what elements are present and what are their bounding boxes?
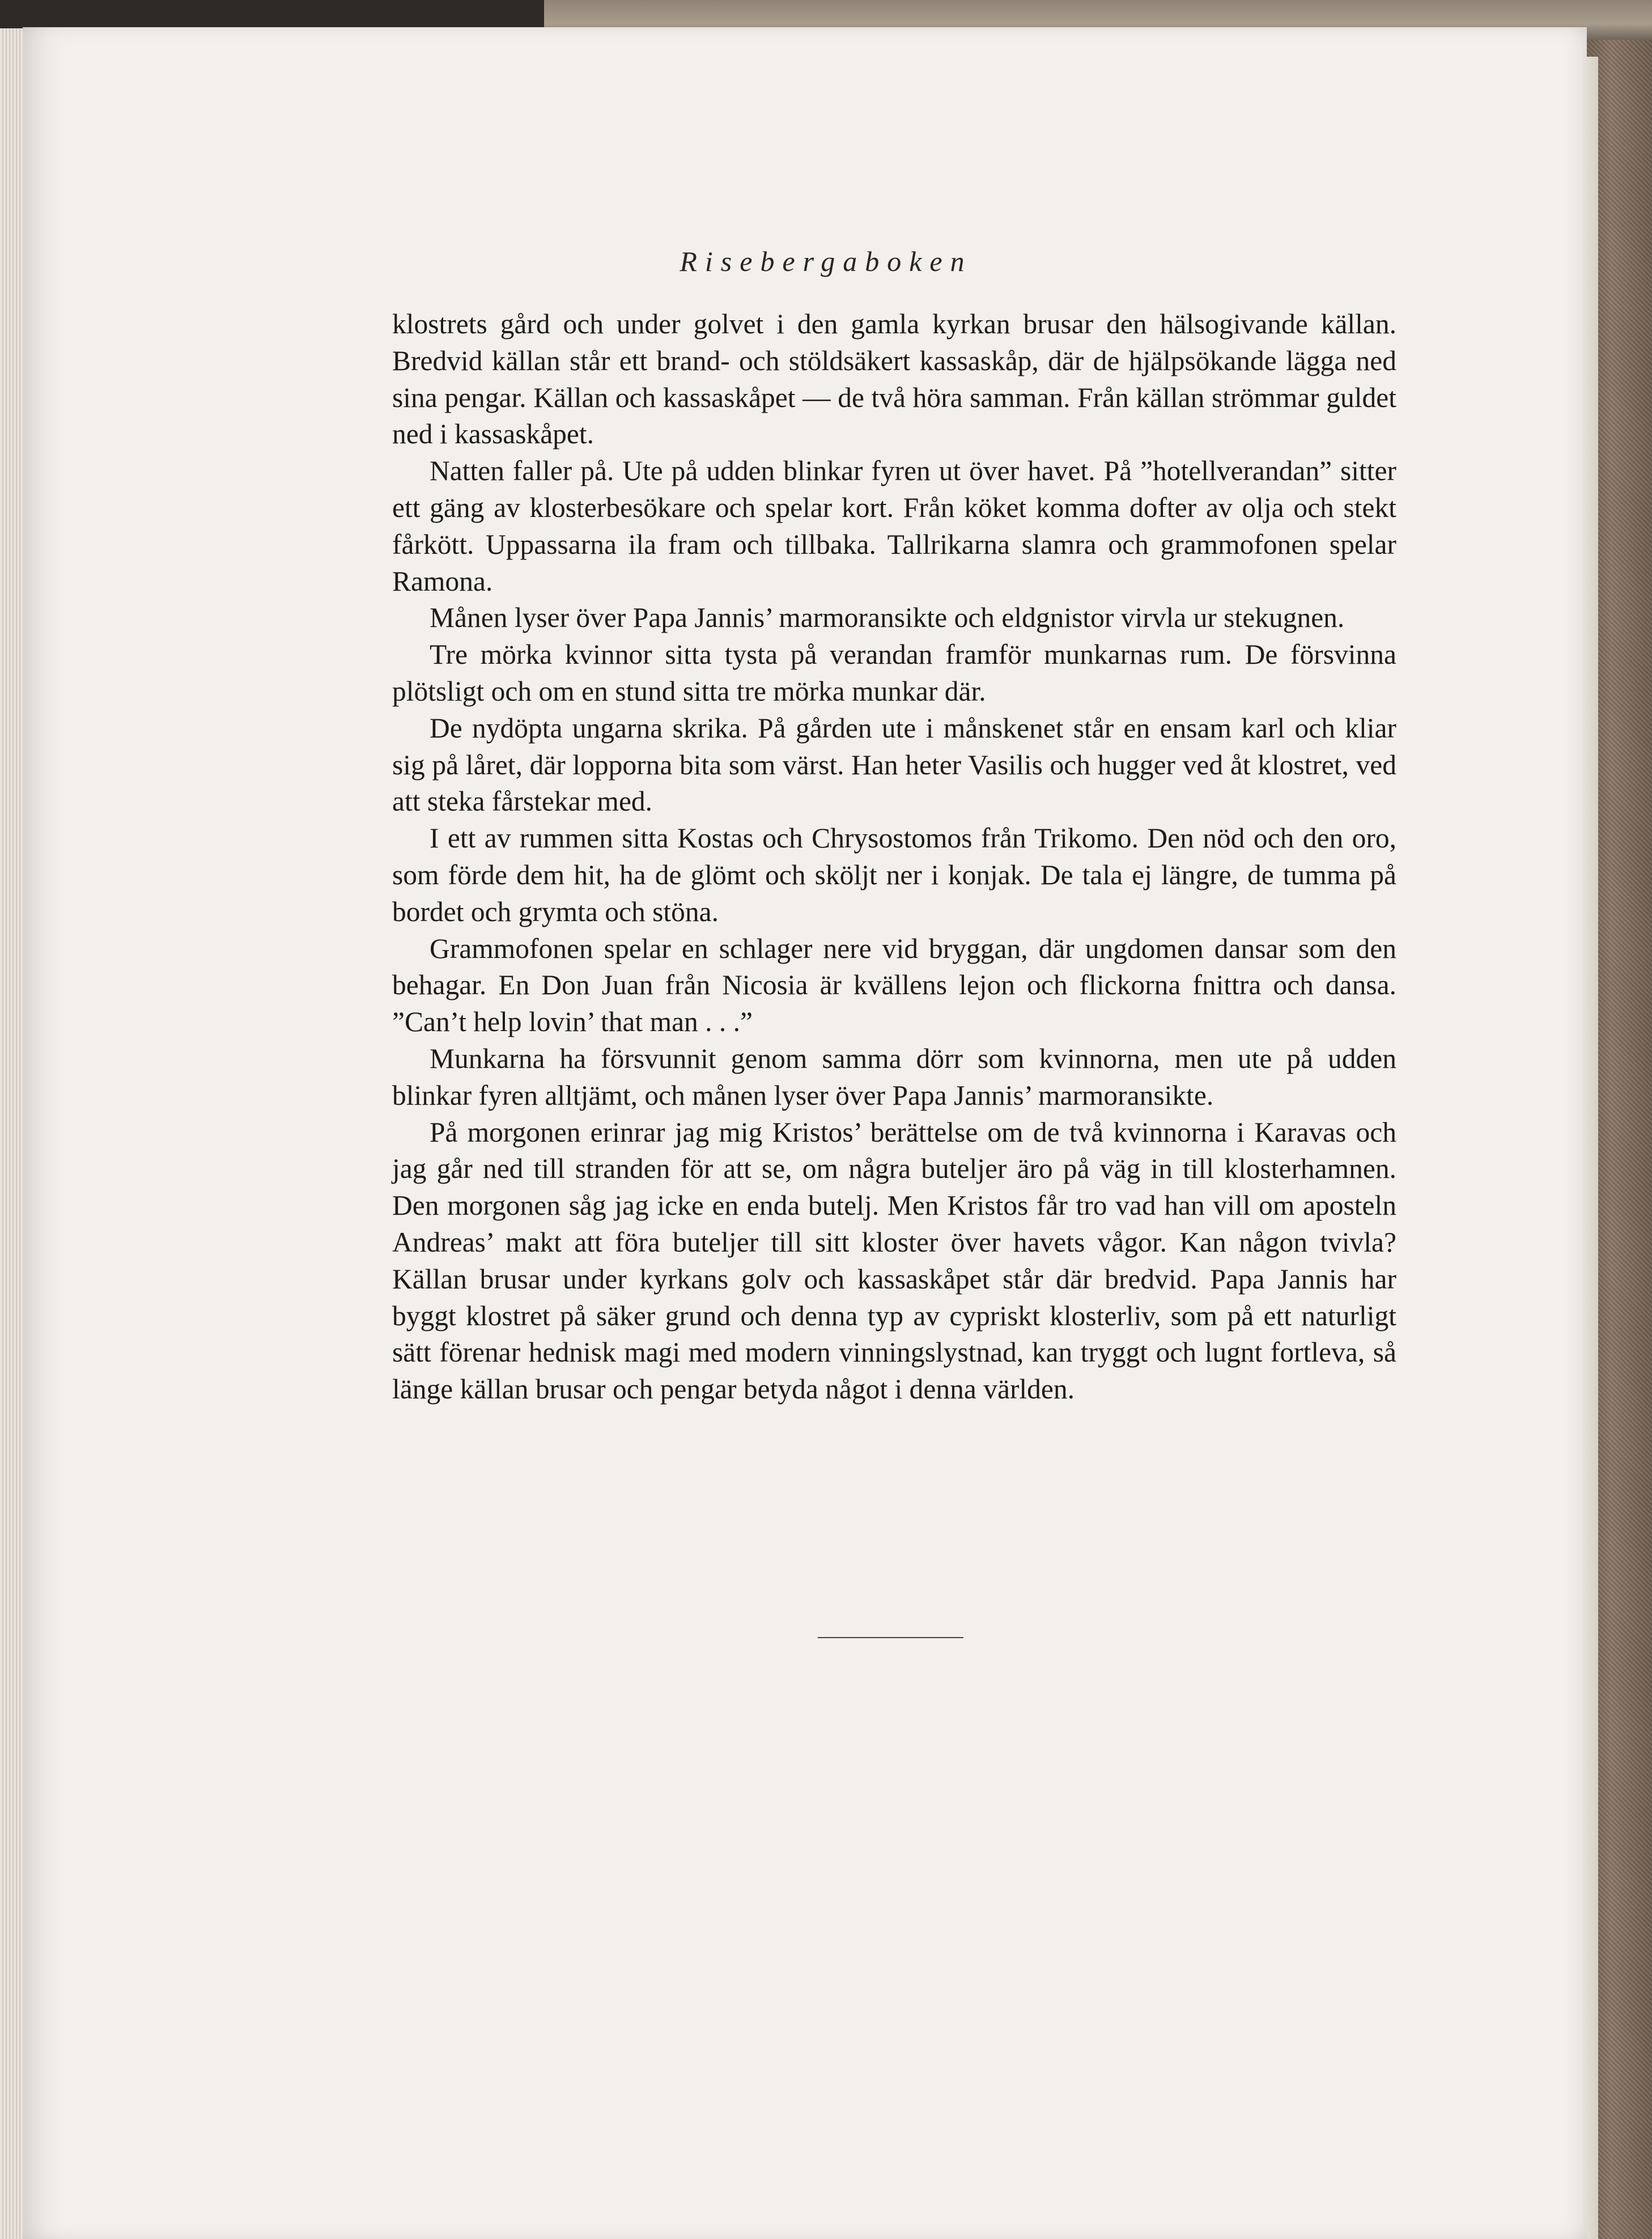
paragraph: De nydöpta ungarna skrika. På gården ute i månskenet står en ensam karl och kliar sig på låret, där lopporna bita som värst. Han heter Vasilis och hugger ved åt klostret, ved att steka fårstekar med. [392,712,1396,817]
section-end-rule [818,1637,963,1638]
paragraph: Grammofonen spelar en schlager nere vid bryggan, där ungdomen dansar som den behagar. En Don Juan från Nicosia är kvällens lejon och flickorna fnittra och dansa. ”Can’t help lovin’ that man . . .” [392,932,1396,1038]
paragraph: Munkarna ha försvunnit genom samma dörr som kvinnorna, men ute på udden blinkar fyren alltjämt, och månen lyser över Papa Jannis’ marmoransikte. [392,1042,1396,1111]
paragraph: Tre mörka kvinnor sitta tysta på verandan framför munkarnas rum. De försvinna plötsligt och om en stund sitta tre mörka munkar där. [392,639,1396,707]
running-head: Risebergaboken [680,245,972,277]
paragraph: Natten faller på. Ute på udden blinkar fyren ut över havet. På ”hotellverandan” sitter ett gäng av klosterbesökare och spelar kort. Från köket komma dofter av olja och stekt fårkött. Uppassarna ila fram och tillbaka. Tallrikarna slamra och grammofonen spelar Ramona. [392,455,1396,597]
body-text [392,306,1396,1408]
paragraph: På morgonen erinrar jag mig Kristos’ berättelse om de två kvinnorna i Karavas och jag går ned till stranden för att se, om några buteljer äro på väg in till klosterhamnen. Den morgonen såg jag icke en enda butelj. Men Kristos får tro vad han vill om aposteln Andreas’ makt att föra buteljer till sitt kloster över havets vågor. Kan någon tvivla? Källan brusar under kyrkans golv och kassaskåpet står där bredvid. Papa Jannis har byggt klostret på säker grund och denna typ av cypriskt klosterliv, som på ett naturligt sätt förenar hednisk magi med modern vinningslystnad, kan tryggt och lugnt fortleva, så länge källan brusar och pengar betyda något i denna världen. [392,1116,1396,1405]
paragraph: Månen lyser över Papa Jannis’ marmoransikte och eldgnistor virvla ur stekugnen. [430,602,1345,634]
paragraph: klostrets gård och under golvet i den gamla kyrkan brusar den hälsogivande källan. Bredvid källan står ett brand- och stöldsäkert kassaskåp, där de hjälpsökande lägga ned sina pengar. Källan och kassaskåpet — de två höra samman. Från källan strömmar guldet ned i kassaskåpet. [392,308,1396,450]
paragraph: I ett av rummen sitta Kostas och Chrysostomos från Trikomo. Den nöd och den oro, som förde dem hit, ha de glömt och sköljt ner i konjak. De tala ej längre, de tumma på bordet och grymta och stöna. [392,822,1396,927]
